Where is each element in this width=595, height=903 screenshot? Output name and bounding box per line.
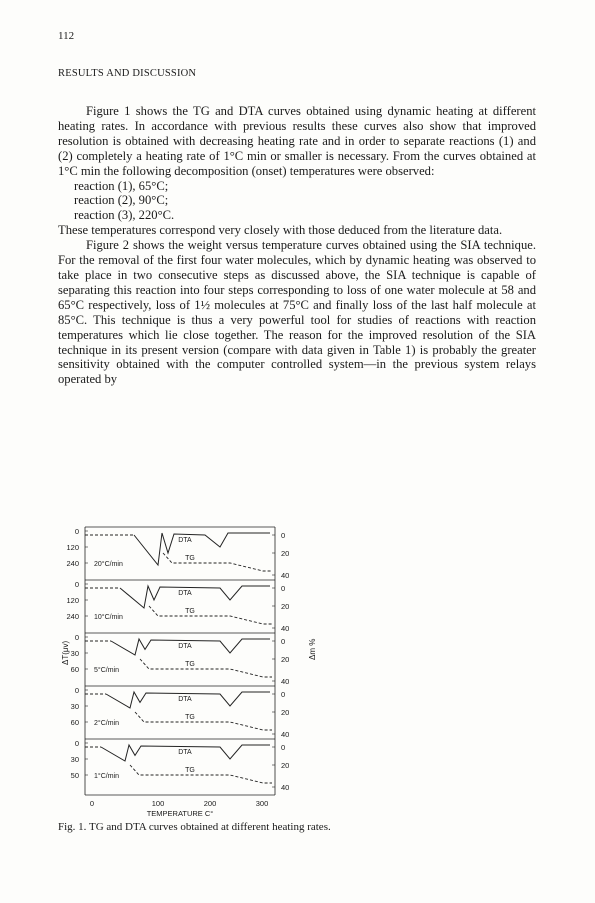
left-tick-label: 30 <box>70 702 79 711</box>
reaction-3-line: reaction (3), 220°C. <box>74 208 175 223</box>
panel-2 <box>66 580 289 633</box>
right-tick-label: 0 <box>281 690 286 699</box>
dta-curve <box>134 533 270 565</box>
figure-caption: Fig. 1. TG and DTA curves obtained at different heating rates. <box>58 821 331 833</box>
heating-rate-label: 20°C/min <box>94 561 123 568</box>
left-tick-label: 0 <box>74 686 79 695</box>
right-tick-label: 40 <box>281 677 290 686</box>
right-tick-label: 20 <box>281 761 290 770</box>
right-tick-label: 40 <box>281 624 290 633</box>
heating-rate-label: 5°C/min <box>94 667 119 674</box>
dta-label: DTA <box>178 643 192 650</box>
left-axis-label: ΔT(μv) <box>61 640 70 665</box>
body-text <box>58 104 536 387</box>
left-tick-label: 0 <box>74 739 79 748</box>
tg-label: TG <box>185 767 195 774</box>
paragraph-3: Figure 2 shows the weight versus temperature curves obtained using the SIA technique. For the removal of the first four water molecules, which by dynamic heating was observed to take place in two consecutive steps as discussed above, the SIA technique is capable of separating this reaction into four steps corresponding to loss of one water molecule at 58 and 65°C respectively, loss of 1½ molecules at 75°C and finally loss of the last half molecule at 85°C. This technique is thus a very powerful tool for studies of reactions with reaction temperatures which lie close together. The reason for the improved resolution of the SIA technique in its present version (compare with data given in Table 1) is probably the greater sensitivity obtained with the computer controlled system—in the previous system relays operated by <box>58 238 536 387</box>
page-number: 112 <box>58 30 75 42</box>
panel-3 <box>71 633 290 686</box>
tg-curve <box>135 712 272 730</box>
right-tick-label: 0 <box>281 531 286 540</box>
left-tick-label: 240 <box>66 559 79 568</box>
right-tick-label: 40 <box>281 730 290 739</box>
left-tick-label: 0 <box>74 527 79 536</box>
dta-label: DTA <box>178 590 192 597</box>
x-tick-300: 300 <box>255 799 269 808</box>
heating-rate-label: 10°C/min <box>94 614 123 621</box>
panel-5 <box>71 739 290 792</box>
tg-label: TG <box>185 555 195 562</box>
right-tick-label: 40 <box>281 571 290 580</box>
right-tick-label: 20 <box>281 708 290 717</box>
left-tick-label: 0 <box>74 633 79 642</box>
right-tick-label: 20 <box>281 655 290 664</box>
figure-1 <box>30 515 350 845</box>
reaction-2-line: reaction (2), 90°C; <box>74 193 169 208</box>
left-tick-label: 60 <box>70 665 79 674</box>
right-tick-label: 0 <box>281 584 286 593</box>
right-tick-label: 0 <box>281 743 286 752</box>
left-tick-label: 0 <box>74 580 79 589</box>
left-tick-label: 60 <box>70 718 79 727</box>
dta-label: DTA <box>178 696 192 703</box>
tg-label: TG <box>185 608 195 615</box>
panels <box>66 527 289 792</box>
tg-dta-figure <box>30 515 350 845</box>
paragraph-1: Figure 1 shows the TG and DTA curves obtained using dynamic heating at different heating rates. In accordance with previous results these curves also show that improved resolution is obtained with decreasing heating rate and in order to separate reactions (1) and (2) completely a heating rate of 1°C min or smaller is necessary. From the curves obtained at 1°C min the following decomposition (onset) temperatures were observed: <box>58 104 536 178</box>
paragraph-2: These temperatures correspond very closely with those deduced from the literature data. <box>58 223 503 238</box>
panel-4 <box>71 686 290 739</box>
right-tick-label: 40 <box>281 783 290 792</box>
left-tick-label: 120 <box>66 596 79 605</box>
tg-curve <box>149 606 272 624</box>
tg-label: TG <box>185 661 195 668</box>
x-tick-0: 0 <box>89 799 95 808</box>
dta-label: DTA <box>178 537 192 544</box>
dta-label: DTA <box>178 749 192 756</box>
reaction-1-line: reaction (1), 65°C; <box>74 178 169 193</box>
tg-curve <box>140 659 272 677</box>
left-tick-label: 50 <box>70 771 79 780</box>
heating-rate-label: 2°C/min <box>94 720 119 727</box>
left-tick-label: 240 <box>66 612 79 621</box>
left-tick-label: 120 <box>66 543 79 552</box>
right-tick-label: 20 <box>281 549 290 558</box>
left-tick-label: 30 <box>70 649 79 658</box>
x-ticks <box>90 799 268 808</box>
x-tick-100: 100 <box>151 799 165 808</box>
section-heading: RESULTS AND DISCUSSION <box>58 68 197 79</box>
tg-label: TG <box>185 714 195 721</box>
right-axis-label: Δm % <box>308 638 317 660</box>
left-tick-label: 30 <box>70 755 79 764</box>
right-tick-label: 20 <box>281 602 290 611</box>
heating-rate-label: 1°C/min <box>94 773 119 780</box>
x-tick-200: 200 <box>203 799 217 808</box>
x-axis-title: TEMPERATURE C° <box>146 809 214 818</box>
right-tick-label: 0 <box>281 637 286 646</box>
tg-curve <box>163 553 272 571</box>
dta-curve <box>120 586 270 608</box>
panel-1 <box>66 527 289 580</box>
tg-curve <box>130 765 272 783</box>
